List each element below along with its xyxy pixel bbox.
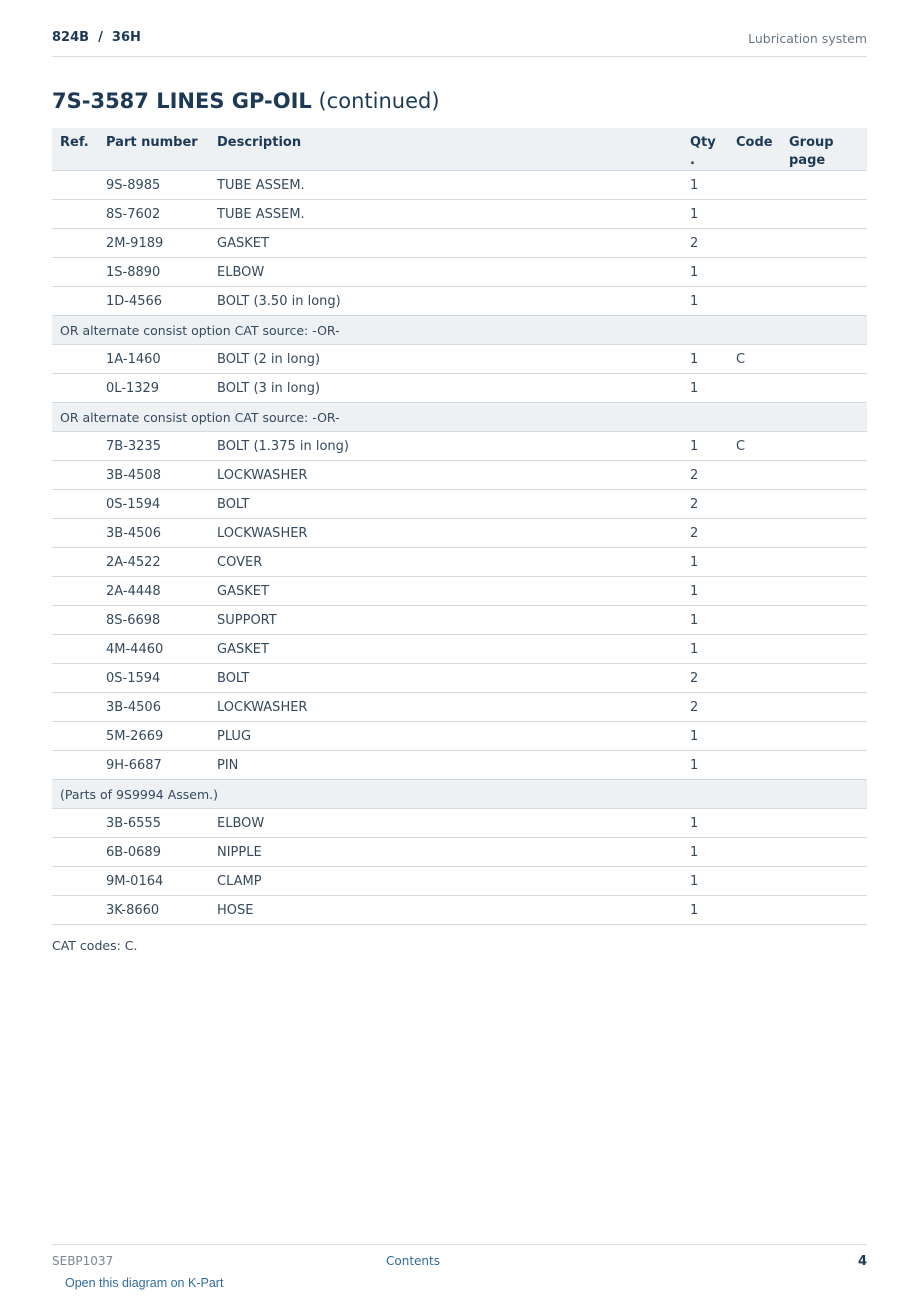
cell-group-page [781,461,867,490]
cell-group-page [781,548,867,577]
cell-description: BOLT (3 in long) [209,374,682,403]
model-label: 824B / 36H [52,30,141,45]
cell-ref [52,258,98,287]
cell-code [728,519,781,548]
cell-qty: 1 [682,606,728,635]
cell-part-number: 3B-6555 [98,809,209,838]
cell-group-page [781,809,867,838]
cell-description: TUBE ASSEM. [209,171,682,200]
cell-description: BOLT [209,490,682,519]
cell-qty: 1 [682,722,728,751]
kpart-diagram-link[interactable]: Open this diagram on K-Part [65,1276,224,1290]
cell-ref [52,809,98,838]
cell-part-number: 8S-6698 [98,606,209,635]
contents-link[interactable]: Contents [386,1254,440,1268]
cell-part-number: 3B-4508 [98,461,209,490]
cell-code [728,577,781,606]
table-note-row [52,780,867,809]
cell-description: CLAMP [209,867,682,896]
table-row [52,809,867,838]
cell-group-page [781,577,867,606]
cell-group-page [781,258,867,287]
cell-code [728,548,781,577]
cell-part-number: 3B-4506 [98,693,209,722]
cell-qty: 2 [682,693,728,722]
cell-group-page [781,751,867,780]
cell-group-page [781,693,867,722]
cell-code [728,809,781,838]
cell-qty: 1 [682,838,728,867]
cell-ref [52,635,98,664]
page-title [52,89,440,113]
table-note-row [52,316,867,345]
cell-qty: 1 [682,171,728,200]
cat-codes-note: CAT codes: C. [52,938,138,953]
cell-qty: 1 [682,200,728,229]
cell-code [728,867,781,896]
cell-group-page [781,200,867,229]
cell-group-page [781,345,867,374]
cell-description: PIN [209,751,682,780]
table-note-row [52,403,867,432]
cell-part-number: 0L-1329 [98,374,209,403]
cell-qty: 1 [682,635,728,664]
cell-part-number: 3K-8660 [98,896,209,925]
cell-qty: 1 [682,809,728,838]
cell-description: LOCKWASHER [209,693,682,722]
cell-qty: 2 [682,664,728,693]
table-row [52,287,867,316]
cell-code [728,461,781,490]
table-row [52,200,867,229]
cell-description: GASKET [209,577,682,606]
table-row [52,693,867,722]
cell-part-number: 9S-8985 [98,171,209,200]
table-row [52,490,867,519]
cell-code [728,374,781,403]
cell-part-number: 7B-3235 [98,432,209,461]
cell-ref [52,345,98,374]
cell-code [728,229,781,258]
cell-description: PLUG [209,722,682,751]
table-row [52,548,867,577]
cell-group-page [781,664,867,693]
cell-qty: 1 [682,577,728,606]
cell-part-number: 1D-4566 [98,287,209,316]
cell-qty: 1 [682,374,728,403]
table-row [52,867,867,896]
table-row [52,258,867,287]
cell-ref [52,751,98,780]
cell-qty: 1 [682,287,728,316]
table-row [52,896,867,925]
cell-group-page [781,722,867,751]
cell-code [728,200,781,229]
cell-code [728,606,781,635]
cell-qty: 2 [682,490,728,519]
cell-part-number: 2M-9189 [98,229,209,258]
cell-part-number: 0S-1594 [98,664,209,693]
note-text: OR alternate consist option CAT source: -OR- [52,403,867,432]
cell-code [728,258,781,287]
cell-code: C [728,432,781,461]
cell-description: HOSE [209,896,682,925]
cell-description: BOLT [209,664,682,693]
cell-part-number: 9M-0164 [98,867,209,896]
cell-ref [52,171,98,200]
cell-group-page [781,635,867,664]
cell-group-page [781,896,867,925]
cell-description: BOLT (1.375 in long) [209,432,682,461]
note-text: (Parts of 9S9994 Assem.) [52,780,867,809]
cell-ref [52,838,98,867]
cell-description: SUPPORT [209,606,682,635]
cell-code: C [728,345,781,374]
cell-description: ELBOW [209,258,682,287]
cell-group-page [781,171,867,200]
cell-qty: 1 [682,548,728,577]
cell-description: COVER [209,548,682,577]
note-text: OR alternate consist option CAT source: -OR- [52,316,867,345]
cell-description: GASKET [209,229,682,258]
cell-part-number: 9H-6687 [98,751,209,780]
cell-ref [52,287,98,316]
cell-qty: 2 [682,519,728,548]
cell-ref [52,867,98,896]
cell-part-number: 2A-4522 [98,548,209,577]
cell-qty: 1 [682,345,728,374]
table-row [52,345,867,374]
cell-group-page [781,374,867,403]
table-row [52,722,867,751]
cell-description: BOLT (2 in long) [209,345,682,374]
cell-ref [52,577,98,606]
cell-ref [52,229,98,258]
cell-code [728,664,781,693]
cell-ref [52,461,98,490]
table-row [52,171,867,200]
cell-group-page [781,229,867,258]
cell-code [728,693,781,722]
cell-description: TUBE ASSEM. [209,200,682,229]
cell-ref [52,374,98,403]
cell-code [728,838,781,867]
table-row [52,432,867,461]
cell-ref [52,490,98,519]
cell-part-number: 1A-1460 [98,345,209,374]
table-row [52,461,867,490]
cell-ref [52,722,98,751]
column-header-code: Code [728,128,781,171]
cell-ref [52,693,98,722]
column-header-part-number: Part number [98,128,209,171]
cell-part-number: 4M-4460 [98,635,209,664]
cell-part-number: 6B-0689 [98,838,209,867]
cell-qty: 1 [682,751,728,780]
table-row [52,374,867,403]
cell-group-page [781,490,867,519]
table-row [52,635,867,664]
table-row [52,577,867,606]
cell-part-number: 2A-4448 [98,577,209,606]
cell-code [728,722,781,751]
page-footer [52,1244,867,1275]
table-row [52,519,867,548]
cell-qty: 1 [682,896,728,925]
cell-ref [52,519,98,548]
column-header-description: Description [209,128,682,171]
cell-description: GASKET [209,635,682,664]
cell-ref [52,896,98,925]
table-row [52,606,867,635]
cell-code [728,896,781,925]
document-id: SEBP1037 [52,1254,114,1268]
table-row [52,229,867,258]
cell-part-number: 5M-2669 [98,722,209,751]
cell-part-number: 0S-1594 [98,490,209,519]
cell-qty: 2 [682,461,728,490]
column-header-qty: Qty . [682,128,728,171]
page-header [52,28,867,57]
cell-part-number: 3B-4506 [98,519,209,548]
cell-qty: 2 [682,229,728,258]
cell-description: ELBOW [209,809,682,838]
column-header-group-page: Group page [781,128,867,171]
cell-group-page [781,606,867,635]
cell-description: LOCKWASHER [209,461,682,490]
cell-qty: 1 [682,258,728,287]
cell-code [728,171,781,200]
section-label: Lubrication system [748,31,867,46]
table-row [52,838,867,867]
cell-description: LOCKWASHER [209,519,682,548]
table-row [52,664,867,693]
cell-ref [52,200,98,229]
cell-ref [52,664,98,693]
cell-group-page [781,519,867,548]
cell-qty: 1 [682,432,728,461]
cell-group-page [781,838,867,867]
parts-table [52,128,867,925]
table-header-row [52,128,867,171]
cell-ref [52,606,98,635]
cell-code [728,490,781,519]
cell-ref [52,548,98,577]
cell-ref [52,432,98,461]
cell-part-number: 1S-8890 [98,258,209,287]
cell-group-page [781,287,867,316]
title-suffix: (continued) [318,89,440,113]
cell-description: BOLT (3.50 in long) [209,287,682,316]
cell-description: NIPPLE [209,838,682,867]
cell-part-number: 8S-7602 [98,200,209,229]
table-row [52,751,867,780]
cell-group-page [781,432,867,461]
page-number: 4 [857,1254,867,1269]
column-header-ref: Ref. [52,128,98,171]
cell-code [728,287,781,316]
group-title: 7S-3587 LINES GP-OIL [52,89,312,113]
parts-table-body [52,171,867,925]
cell-qty: 1 [682,867,728,896]
cell-group-page [781,867,867,896]
cell-code [728,635,781,664]
cell-code [728,751,781,780]
